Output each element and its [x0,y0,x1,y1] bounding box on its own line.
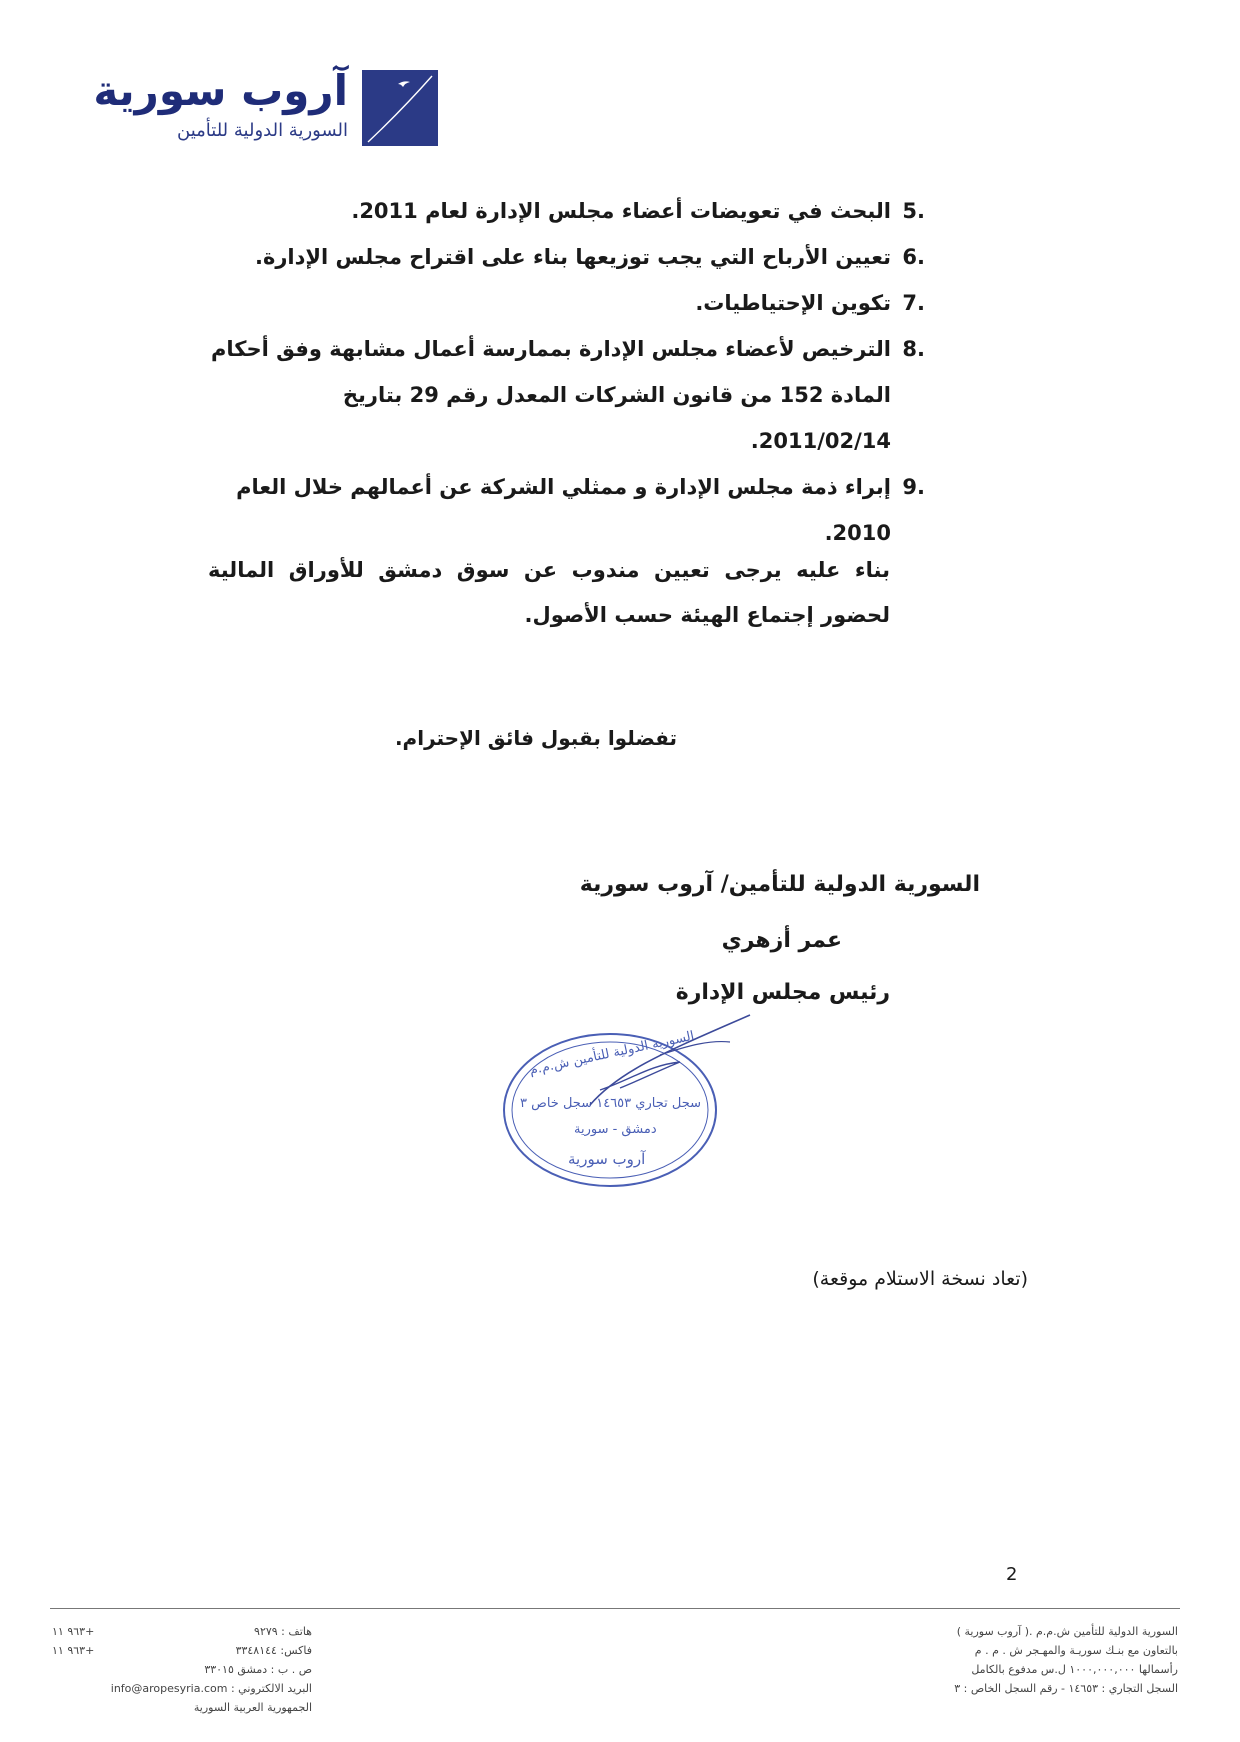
footer-line: السجل التجاري : ١٤٦٥٣ - رقم السجل الخاص : ٣ [954,1682,1178,1695]
request-paragraph: بناء عليه يرجى تعيين مندوب عن سوق دمشق للأوراق المالية لحضور إجتماع الهيئة حسب الأصول. [208,558,890,627]
item-number: 5. [902,199,925,223]
stamp-line: سجل تجاري ١٤٦٥٣ سجل خاص ٣ [520,1096,701,1111]
phone-code: +٩٦٣ ١١ [52,1625,95,1638]
signature-company: السورية الدولية للتأمين/ آروب سورية [579,872,980,897]
item-number: 9. [902,475,925,499]
footer-country: الجمهورية العربية السورية [193,1701,312,1714]
agenda-item [200,188,925,234]
signature-title: رئيس مجلس الإدارة [675,980,890,1005]
stamp-line: آروب سورية [568,1150,646,1168]
agenda-list [200,188,925,556]
footer-email [52,1679,312,1698]
receipt-note: (تعاد نسخة الاستلام موقعة) [812,1268,1028,1290]
footer-line: بالتعاون مع بنـك سوريـة والمهـجر ش . م . م [974,1644,1178,1657]
footer-po-box [52,1660,312,1679]
item-text: تكوين الإحتياطيات. [695,291,891,315]
company-logo [66,66,438,150]
item-text: الترخيص لأعضاء مجلس الإدارة بممارسة أعمال مشابهة وفق أحكام المادة 152 من قانون الشركات المعدل رقم 29 بتاريخ 2011/02/14. [211,337,891,453]
agenda-item [200,326,925,464]
footer-fax [52,1641,312,1660]
brand-name: آروب سورية [93,66,348,115]
item-text: تعيين الأرباح التي يجب توزيعها بناء على اقتراح مجلس الإدارة. [254,245,891,269]
brand-subtitle: السورية الدولية للتأمين [177,120,348,141]
footer-contact [52,1622,312,1717]
footer-company-info [848,1622,1178,1698]
agenda-item [200,464,925,556]
footer-phone [52,1622,312,1641]
item-number: 7. [902,291,925,315]
closing-line: تفضلوا بقبول فائق الإحترام. [394,726,677,750]
page-number: 2 [1006,1564,1018,1585]
phone-label: هاتف : ٩٢٧٩ [254,1625,312,1638]
footer-line: السورية الدولية للتأمين ش.م.م .( آروب سورية ) [956,1625,1178,1638]
item-number: 8. [902,337,925,361]
fax-code: +٩٦٣ ١١ [52,1644,95,1657]
logo-mark [362,70,438,146]
signature-name: عمر أزهري [721,928,842,953]
po-box: ص . ب : دمشق ٣٣٠١٥ [204,1663,312,1676]
footer-divider [50,1608,1180,1609]
email-link[interactable]: info@aropesyria.com [110,1682,228,1695]
stamp-line: السورية الدولية للتأمين ش.م.م [528,1028,696,1079]
handwritten-signature [560,1010,760,1120]
bird-icon [362,70,438,146]
item-number: 6. [902,245,925,269]
agenda-item [200,280,925,326]
fax-label: فاكس: ٣٣٤٨١٤٤ [235,1644,312,1657]
item-text: إبراء ذمة مجلس الإدارة و ممثلي الشركة عن أعمالهم خلال العام 2010. [236,475,891,545]
email-label: البريد الالكتروني : [230,1682,312,1695]
item-text: البحث في تعويضات أعضاء مجلس الإدارة لعام 2011. [351,199,891,223]
agenda-item [200,234,925,280]
footer-line: رأسمالها ١٠٠٠,٠٠٠,٠٠٠ ل.س مدفوع بالكامل [971,1663,1178,1676]
stamp-line: دمشق - سورية [574,1122,657,1137]
